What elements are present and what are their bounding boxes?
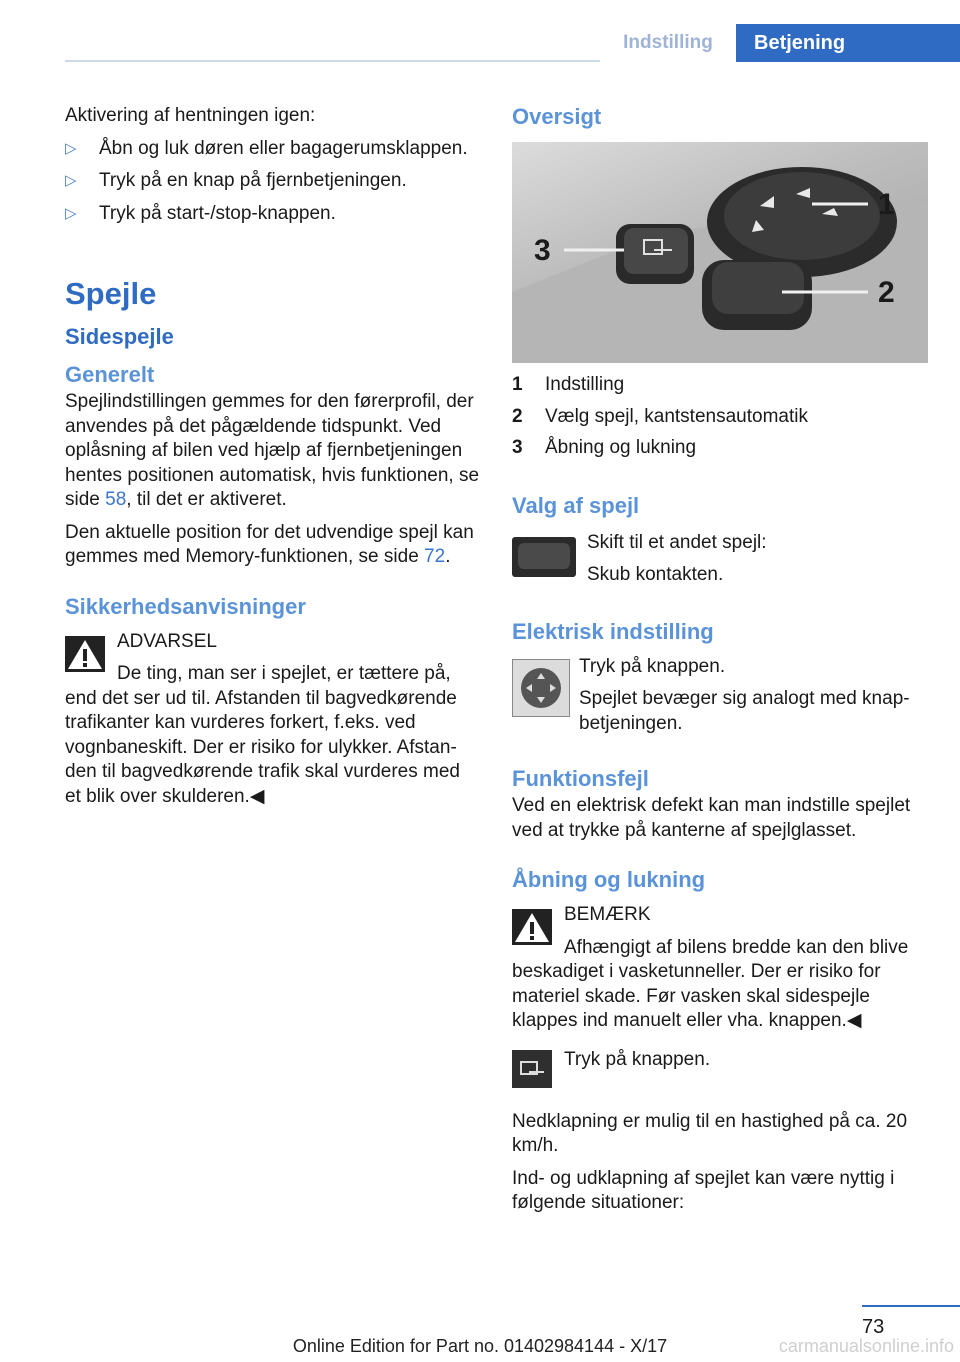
triangle-bullet-icon: ▷ — [65, 204, 77, 222]
note-block — [512, 903, 932, 1034]
triangle-bullet-icon: ▷ — [65, 172, 77, 189]
warning-block — [65, 630, 480, 810]
list-item: 1 Indstilling — [512, 374, 625, 395]
footer-edition: Online Edition for Part no. 01402984144 - X/17 — [292, 1336, 668, 1356]
heading-generelt: Generelt — [65, 362, 155, 387]
footer-rule — [862, 1305, 960, 1307]
heading-funktionsfejl: Funktionsfejl — [512, 766, 649, 791]
paragraph-generelt: Spejlindstillingen gemmes for den førerprofil, der anvendes på det pågældende tidspunkt. Ved oplåsning af bilen ved hjælp af fjernbetjeningen hentes positionen automatisk, hvis funktionen, se side 58, til det er aktiveret. — [65, 391, 480, 510]
heading-sidespejle: Sidespejle — [65, 324, 174, 349]
warning-icon — [65, 636, 105, 672]
heading-valg: Valg af spejl — [512, 492, 640, 518]
callout-3: 3 — [534, 234, 551, 267]
note-text-first: Afhængigt af bilens bredde kan den blive — [564, 936, 909, 958]
warning-icon — [512, 909, 552, 945]
tab-betjening[interactable]: Betjening — [736, 24, 960, 62]
left-column — [65, 104, 480, 809]
right-column — [512, 104, 932, 1216]
note-title: BEMÆRK — [564, 904, 651, 925]
callout-1: 1 — [878, 188, 895, 221]
list-item: ▷ Åbn og luk døren eller bagagerumsklappen. — [65, 137, 468, 159]
warning-text-first: De ting, man ser i spejlet, er tættere på, — [117, 663, 451, 684]
paragraph-funktionsfejl: Ved en elektrisk defekt kan man indstille spejlet ved at trykke på kanterne af spejlglasset. — [512, 795, 911, 841]
mirror-fold-button-icon — [512, 1050, 552, 1088]
heading-elektrisk: Elektrisk indstilling — [512, 618, 714, 644]
mirror-select-switch-icon — [512, 537, 576, 577]
note-text-rest: beskadiget i vasketunneller. Der er risiko for materiel skade. Før vasken skal sidespejle klappes ind manuelt eller vha. knappen.◀ — [512, 961, 881, 1031]
page-number: 73 — [862, 1316, 885, 1338]
warning-text-rest: end det ser ud til. Afstanden til bagvedkørende trafikanter kan vurderes forkert, f.eks. ved vognbaneskift. Der er risiko for ulykker. Afstanden til bagvedkørende trafik skal vurderes med et blik over skulderen.◀ — [65, 687, 460, 807]
callout-2: 2 — [878, 276, 895, 309]
watermark: carmanualsonline.info — [778, 1336, 954, 1356]
joystick-button-icon — [512, 659, 570, 717]
mirror-controls-photo — [512, 142, 928, 363]
valg-block: Skift til et andet spejl: Skub kontakten. — [512, 531, 932, 591]
paragraph-memory: Den aktuelle position for det udvendige spejl kan gemmes med Memory-funktionen, se side 72. — [65, 521, 474, 567]
intro-text: Aktivering af hentningen igen: — [65, 105, 316, 126]
paragraph-nedklapning: Nedklapning er mulig til en hastighed på ca. 20 km/h. — [512, 1110, 908, 1156]
list-item: 2 Vælg spejl, kantstensautomatik — [512, 405, 808, 427]
page-link-72[interactable]: 72 — [424, 546, 446, 567]
page-link-58[interactable]: 58 — [105, 489, 127, 510]
heading-oversigt: Oversigt — [512, 104, 602, 129]
legend-list — [512, 373, 932, 461]
list-item: ▷ Tryk på start-/stop-knappen. — [65, 202, 336, 224]
heading-spejle: Spejle — [65, 276, 157, 311]
list-item: 3 Åbning og lukning — [512, 437, 697, 458]
heading-aabning: Åbning og lukning — [512, 867, 706, 892]
paragraph-indklapning: Ind- og udklapning af spejlet kan være nyttig i følgende situationer: — [512, 1167, 895, 1213]
heading-sikkerhed: Sikkerhedsanvisninger — [65, 593, 306, 619]
warning-title: ADVARSEL — [117, 630, 217, 652]
bullet-list — [65, 137, 480, 227]
tab-indstilling[interactable]: Indstilling — [600, 26, 736, 62]
list-item: ▷ Tryk på en knap på fjernbetjeningen. — [65, 170, 407, 191]
fold-button-block: Tryk på knappen. — [512, 1048, 932, 1096]
triangle-bullet-icon: ▷ — [65, 139, 77, 157]
elektrisk-block: Tryk på knappen. Spejlet bevæger sig analogt med knapbetjeningen. — [512, 655, 932, 737]
